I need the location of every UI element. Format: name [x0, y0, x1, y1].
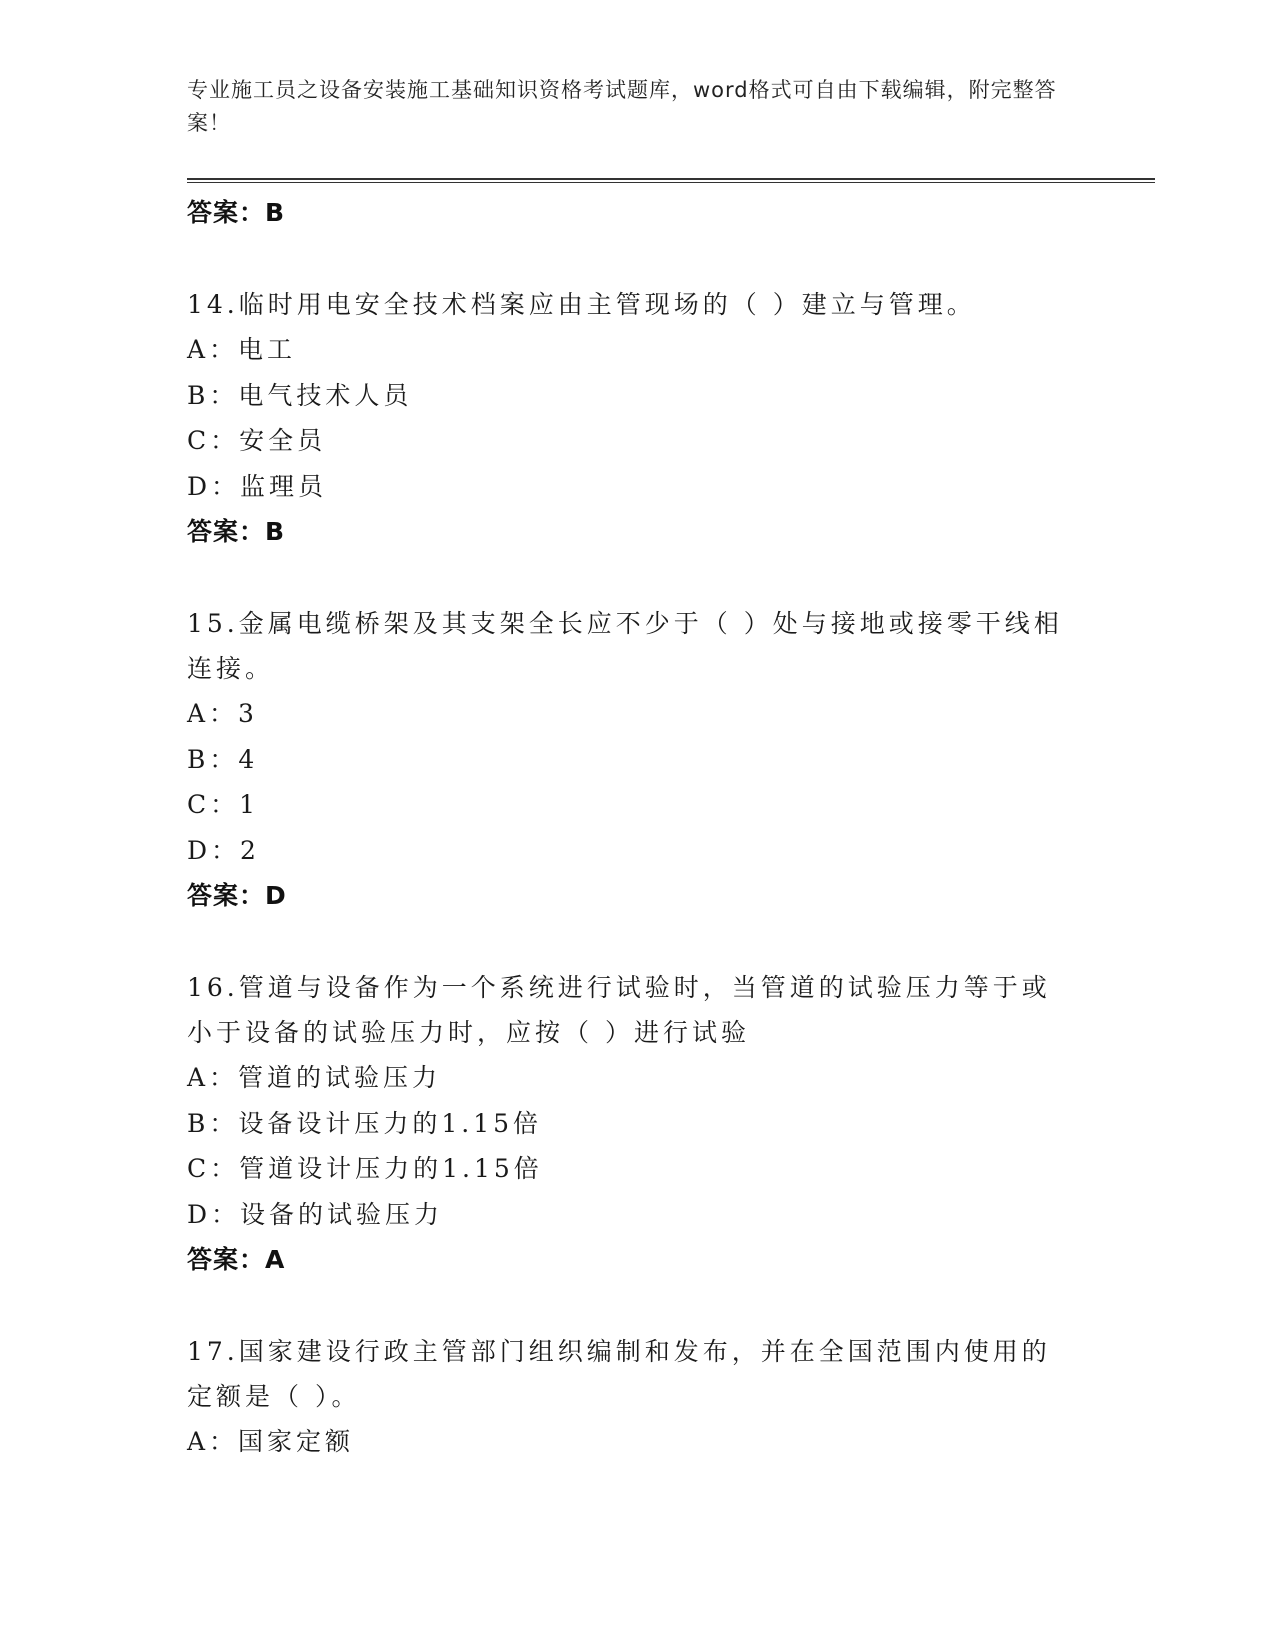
answer-line: 答案：B: [187, 517, 286, 546]
option-a: A：管道的试验压力: [187, 1063, 442, 1092]
answer-line: 答案：B: [187, 198, 286, 227]
header-divider: [187, 178, 1155, 180]
question-block: [187, 1329, 1067, 1465]
question-stem: 16.管道与设备作为一个系统进行试验时，当管道的试验压力等于或小于设备的试验压力时，应按（ ）进行试验: [187, 973, 1051, 1047]
option-b: B：设备设计压力的1.15倍: [187, 1108, 543, 1138]
option-d: D：设备的试验压力: [187, 1199, 444, 1229]
spacer: [187, 1282, 1067, 1329]
option-d: D：2: [187, 835, 260, 865]
question-block: [187, 282, 1067, 554]
option-c: C：1: [187, 790, 260, 819]
question-block: [187, 601, 1067, 918]
question-stem: 17.国家建设行政主管部门组织编制和发布，并在全国范围内使用的定额是（ ）。: [187, 1337, 1051, 1411]
option-b: B：电气技术人员: [187, 380, 413, 410]
spacer: [187, 918, 1067, 965]
answer-line: 答案：D: [187, 881, 287, 910]
question-stem: 15.金属电缆桥架及其支架全长应不少于（ ）处与接地或接零干线相连接。: [187, 609, 1063, 683]
header-divider-thin: [187, 182, 1155, 183]
option-a: A：电工: [187, 335, 297, 364]
option-d: D：监理员: [187, 471, 328, 501]
question-block: [187, 965, 1067, 1282]
option-a: A：国家定额: [187, 1427, 355, 1456]
option-b: B：4: [187, 744, 259, 774]
question-stem: 14.临时用电安全技术档案应由主管现场的（ ）建立与管理。: [187, 290, 976, 319]
option-a: A：3: [187, 699, 258, 728]
option-c: C：安全员: [187, 426, 327, 455]
spacer: [187, 235, 1067, 282]
spacer: [187, 554, 1067, 601]
option-c: C：管道设计压力的1.15倍: [187, 1154, 543, 1183]
answer-line: 答案：A: [187, 1245, 286, 1274]
page-header: 专业施工员之设备安装施工基础知识资格考试题库，word格式可自由下载编辑，附完整答案！: [187, 78, 1057, 135]
question-list: [187, 190, 1067, 1465]
